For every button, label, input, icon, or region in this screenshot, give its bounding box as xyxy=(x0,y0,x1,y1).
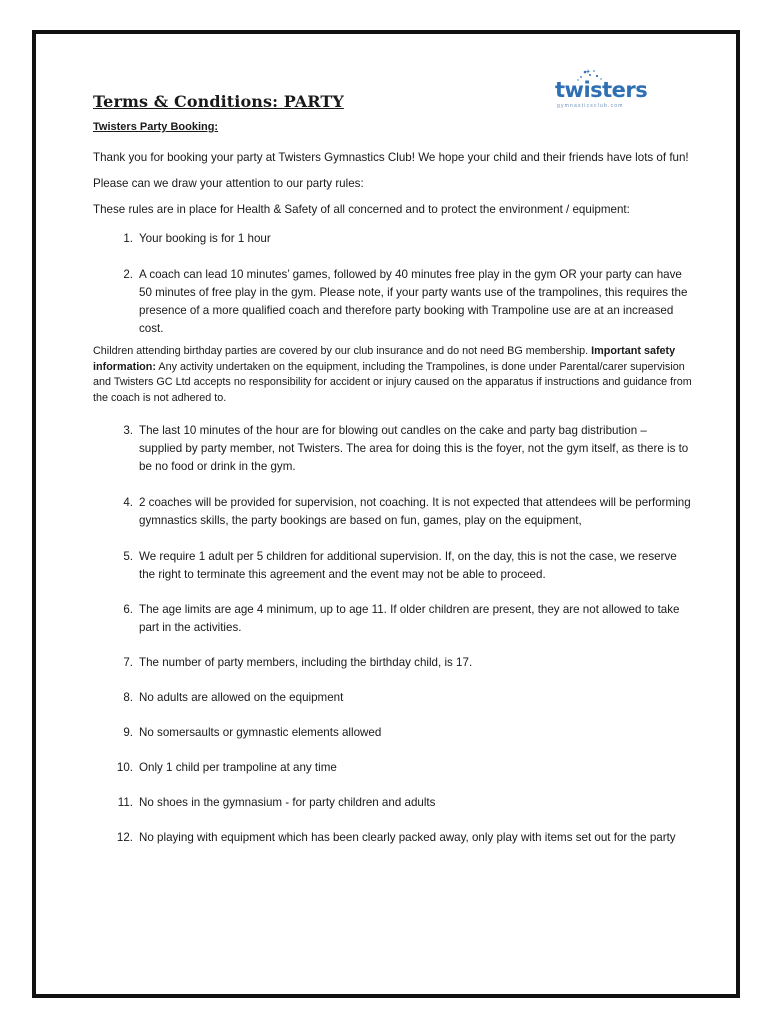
rule-item xyxy=(93,759,693,777)
rule-item xyxy=(93,829,693,847)
logo-tagline: gymnasticsclub.com xyxy=(557,103,624,109)
rule-number: 1. xyxy=(123,232,133,245)
rule-item xyxy=(93,422,693,476)
rule-number: 9. xyxy=(123,726,133,739)
rule-item xyxy=(93,266,693,338)
rule-number: 5. xyxy=(123,550,133,563)
rule-item xyxy=(93,230,693,248)
rule-text: No adults are allowed on the equipment xyxy=(139,691,344,704)
rule-text: The number of party members, including the birthday child, is 17. xyxy=(139,656,473,669)
rule-number: 6. xyxy=(123,603,133,616)
rule-item xyxy=(93,494,693,530)
safety-label: Important safety information: xyxy=(93,345,676,373)
intro-paragraph: These rules are in place for Health & Safety of all concerned and to protect the environment / equipment: xyxy=(93,203,630,216)
rule-item xyxy=(93,601,693,637)
rule-text: Your booking is for 1 hour xyxy=(139,232,271,245)
section-heading: Twisters Party Booking: xyxy=(93,121,219,133)
rule-number: 11. xyxy=(117,796,133,809)
rule-number: 10. xyxy=(116,761,133,774)
logo-wordmark: twisters xyxy=(555,78,648,102)
rule-item xyxy=(93,689,693,707)
rule-text: We require 1 adult per 5 children for additional supervision. If, on the day, this is not the case, we reserve the right to terminate this agreement and the event may not be able to proceed. xyxy=(139,550,677,581)
rule-text: No playing with equipment which has been clearly packed away, only play with items set out for the party xyxy=(139,831,676,844)
rule-item xyxy=(93,548,693,584)
rule-text: 2 coaches will be provided for supervision, not coaching. It is not expected that attendees will be performing gymnastics skills, the party bookings are based on fun, games, play on the equipment, xyxy=(139,496,691,527)
rule-number: 7. xyxy=(123,656,133,669)
rule-item xyxy=(93,654,693,672)
rule-number: 4. xyxy=(123,496,133,509)
rule-item xyxy=(93,724,693,742)
intro-paragraph: Thank you for booking your party at Twisters Gymnastics Club! We hope your child and their friends have lots of fun! xyxy=(93,151,689,164)
rule-number: 2. xyxy=(123,268,133,281)
rule-text: A coach can lead 10 minutes’ games, followed by 40 minutes free play in the gym OR your party can have 50 minutes of free play in the gym. Please note, if your party wants use of the trampolines, this requires the presence of a more qualified coach and therefore party booking with Trampoline use are at an increased cost. xyxy=(139,268,688,335)
rule-text: No shoes in the gymnasium - for party children and adults xyxy=(139,796,436,809)
page-title: Terms & Conditions: PARTY xyxy=(93,92,344,111)
insurance-notice xyxy=(93,344,693,406)
intro-paragraph: Please can we draw your attention to our party rules: xyxy=(93,177,364,190)
rule-number: 12. xyxy=(116,831,133,844)
rule-text: The last 10 minutes of the hour are for blowing out candles on the cake and party bag distribution – supplied by party member, not Twisters. The area for doing this is the foyer, not the gym itself, as there is to be no food or drink in the gym. xyxy=(139,424,689,473)
insurance-lead: Children attending birthday parties are covered by our club insurance and do not need BG membership. xyxy=(93,345,592,357)
rules-list xyxy=(93,422,693,847)
rule-number: 8. xyxy=(123,691,133,704)
rule-item xyxy=(93,794,693,812)
document-body xyxy=(93,88,693,864)
insurance-rest: Any activity undertaken on the equipment, including the Trampolines, is done under Parental/carer supervision and Twisters GC Ltd accepts no responsibility for accident or injury caused on the apparatus if instructions and guidance from the coach is not adhered to. xyxy=(93,360,692,404)
rule-text: The age limits are age 4 minimum, up to age 11. If older children are present, they are not allowed to take part in the activities. xyxy=(139,603,680,634)
rules-list xyxy=(93,230,693,338)
rule-text: No somersaults or gymnastic elements allowed xyxy=(139,726,382,739)
rule-number: 3. xyxy=(123,424,133,437)
rule-text: Only 1 child per trampoline at any time xyxy=(139,761,337,774)
document-page xyxy=(32,30,740,998)
